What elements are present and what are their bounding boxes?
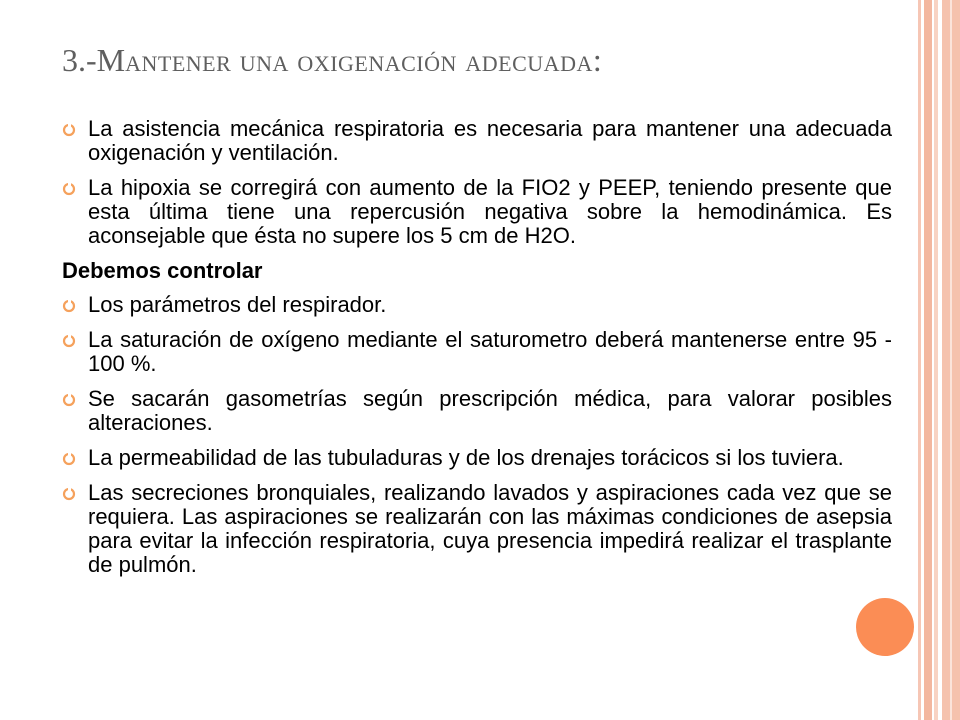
bullet-item xyxy=(62,117,892,165)
ring-bullet-icon xyxy=(62,182,76,196)
bullet-list-top xyxy=(62,117,892,248)
ring-bullet-icon xyxy=(62,334,76,348)
decorative-stripe xyxy=(934,0,938,720)
bullet-list-bottom xyxy=(62,293,892,577)
decorative-stripe xyxy=(950,0,952,720)
bullet-item xyxy=(62,481,892,577)
title-prefix: 3.-M xyxy=(62,42,126,78)
decorative-stripe xyxy=(918,0,921,720)
slide-body xyxy=(62,117,892,588)
bullet-text: Las secreciones bronquiales, realizando lavados y aspiraciones cada vez que se requiera. Las aspiraciones se realizarán con las máximas condiciones de asepsia para evitar la infección respiratoria, cuya presencia impedirá realizar el trasplante de pulmón. xyxy=(88,480,892,577)
decorative-stripe xyxy=(924,0,932,720)
bullet-item xyxy=(62,387,892,435)
ring-bullet-icon xyxy=(62,452,76,466)
ring-bullet-icon xyxy=(62,487,76,501)
ring-bullet-icon xyxy=(62,299,76,313)
sub-heading: Debemos controlar xyxy=(62,258,263,283)
bullet-text: La permeabilidad de las tubuladuras y de los drenajes torácicos si los tuviera. xyxy=(88,445,844,470)
bullet-item xyxy=(62,446,892,470)
ring-bullet-icon xyxy=(62,123,76,137)
slide-title xyxy=(62,40,902,80)
bullet-item xyxy=(62,176,892,248)
bullet-item xyxy=(62,293,892,317)
bullet-item xyxy=(62,328,892,376)
title-rest: antener una oxigenación adecuada: xyxy=(125,42,603,78)
orange-circle-decoration xyxy=(856,598,914,656)
bullet-text: Los parámetros del respirador. xyxy=(88,292,387,317)
bullet-text: La asistencia mecánica respiratoria es necesaria para mantener una adecuada oxigenación y ventilación. xyxy=(88,116,892,165)
bullet-text: La saturación de oxígeno mediante el saturometro deberá mantenerse entre 95 - 100 %. xyxy=(88,327,892,376)
bullet-text: Se sacarán gasometrías según prescripción médica, para valorar posibles alteraciones. xyxy=(88,386,892,435)
bullet-text: La hipoxia se corregirá con aumento de la FIO2 y PEEP, teniendo presente que esta última tiene una repercusión negativa sobre la hemodinámica. Es aconsejable que ésta no supere los 5 cm de H2O. xyxy=(88,175,892,248)
ring-bullet-icon xyxy=(62,393,76,407)
